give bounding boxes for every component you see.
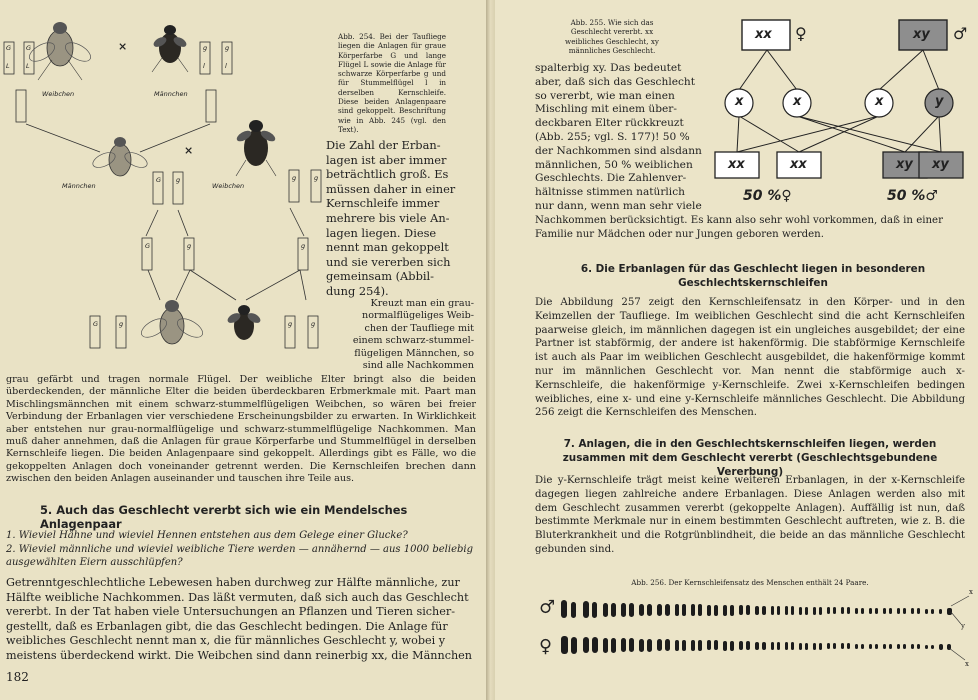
gene-label: g [314, 174, 319, 182]
left-page [0, 0, 488, 700]
text-line: müssen daher in einer [326, 181, 456, 196]
text-line: dung 254). [326, 283, 389, 298]
figure-256-caption: Abb. 256. Der Kernschleifensatz des Menschen enthält 24 Paare. [631, 578, 869, 587]
figure-254-caption: Abb. 254. Bei der Taufliege liegen die Anlagen für graue Körperfarbe G und lange Flügel L sowie die Anlage für schwarze Körperfarbe g und für Stummelflügel l in derselben Kernschleife. Diese beiden Anlagenpaare sind gekoppelt. Beschriftung wie in Abb. 245 (vgl. den Text). [338, 32, 446, 134]
offspring-label: xy [932, 157, 949, 172]
text-line: deckbaren Elter rückkreuzt [535, 117, 684, 130]
parent-male-label: xy [913, 27, 930, 42]
paragraph-1 [326, 138, 474, 299]
gene-label: G [26, 44, 32, 52]
chromosome-pair-parent-male [200, 42, 232, 122]
text-line: nur dann, wenn man sehr viele [535, 199, 702, 212]
text-line: Kreuzt man ein grau- [370, 298, 474, 309]
text-line: flügeligen Männchen, so [354, 347, 474, 359]
text-line: Mischling mit einem über- [535, 103, 677, 116]
text-line: und sie vererben sich [326, 254, 451, 269]
figure-256-karyotype [495, 0, 978, 700]
gene-label: L [6, 62, 10, 70]
gamete-label: y [935, 94, 944, 109]
paragraph-2: grau gefärbt und tragen normale Flügel. Der weibliche Elter bringt also die beiden überdeckenden, der männliche Elter die beiden überdeckbaren Erbmerkmale mit. Paart man Mischlingsmännchen mit einem schwarz-stummelflügeligen Weibchen, so wären bei freier Verbindung der Erbanlagen vier verschiedene Erscheinungsbilder zu erwarten. In Wirklichkeit aber entstehen nur grau-normalflügelige und schwarz-stummelflügelige Nachkommen. Man muß daher annehmen, daß die Anlagen für graue Körperfarbe und Stummelflügel in derselben Kernschleife liegen. Die beiden Anlagenpaare sind gekoppelt. Allerdings gibt es Fälle, wo die gekoppelten Anlagen doch voneinander getrennt werden. Die Kernschleifen brechen dann zwischen den beiden Anlagen auseinander und tauschen ihre Teile aus. [6, 374, 476, 485]
gene-label: g [187, 242, 192, 250]
text-line: lagen ist aber immer [326, 152, 447, 167]
gene-label: g [225, 44, 230, 52]
text-line: männlichen, 50 % weiblichen [535, 158, 693, 171]
fly-male-black-icon [152, 25, 188, 72]
gene-label: G [6, 44, 12, 52]
text-line: so vererbt, wie man einen [535, 89, 675, 102]
text-line: chen der Taufliege mit [364, 322, 474, 334]
parent-female-label: xx [755, 27, 772, 42]
gamete-label: x [735, 94, 744, 109]
page-number: 182 [6, 670, 29, 684]
offspring-label: xx [790, 157, 807, 172]
paragraph-r3: Die y-Kernschleife trägt meist keine weiteren Erbanlagen, in der x-Kernschleife dagegen liegen zahlreiche andere Erbanlagen. Diese Anlagen werden also mit dem Geschlecht zusammen vererbt (gekoppelte Anlagen). Auffällig ist nun, daß bestimmte Merkmale nur in einem bestimmten Geschlecht auftreten, wie z. B. die Bluterkrankheit und die Rotgrünblindheit, die beide an das männliche Geschlecht gebunden sind. [535, 475, 965, 555]
label-weibchen: Weibchen [212, 182, 245, 190]
karyotype-y-label: y [961, 622, 965, 630]
chromosome-pair-parent-female [4, 42, 34, 122]
text-line: beträchtlich groß. Es [326, 167, 449, 182]
percent-female: 50 %♀ [743, 188, 792, 204]
karyotype-male-symbol: ♂ [539, 597, 556, 618]
gamete-label: x [793, 94, 802, 109]
text-line: gemeinsam (Abbil- [326, 269, 434, 284]
text-line: gestellt, daß es Erbanlagen gibt, die das Geschlecht bedingen. Die Anlage für [6, 619, 448, 633]
gene-label: G [156, 176, 162, 184]
text-line: Die Zahl der Erban- [326, 138, 441, 152]
chromosome-strips [90, 170, 321, 348]
offspring-label: xy [896, 157, 913, 172]
text-line: vererbt. In der Tat haben viele Untersuchungen an Pflanzen und Tieren sicher- [6, 605, 456, 619]
paragraph-3 [6, 576, 476, 664]
section-6-title: 6. Die Erbanlagen für das Geschlecht liegen in besonderen Geschlechtskernschleifen [580, 263, 926, 289]
label-maennchen: Männchen [62, 182, 96, 190]
text-line: spalterbig xy. Das bedeutet [535, 62, 682, 74]
gene-label: g [301, 242, 306, 250]
text-line: lagen liegen. Diese [326, 225, 437, 240]
text-line: der Nachkommen sind alsdann [535, 144, 702, 157]
text-line: hältnisse stimmen natürlich [535, 186, 685, 199]
karyotype-female-symbol: ♀ [539, 636, 553, 657]
paragraph-r2: Die Abbildung 257 zeigt den Kernschleifensatz in den Körper- und in den Keimzellen der Taufliege. Im weiblichen Geschlecht sind die acht Kernschleifen paarweise gleich, im männlichen dagegen ist ein ungleiches ausgebildet; der eine Partner ist stabförmig, der andere ist hakenförmig. Die stabförmige Kernschleife ist auch als Paar im weiblichen Geschlecht ausgebildet, die hakenförmige kommt nur im männlichen Geschlecht vor. Man nennt die stabförmige auch x-Kernschleife, die hakenförmige y-Kernschleife. Zwei x-Kernschleifen bedingen weibliches, eine x- und eine y-Kernschleife männliches Geschlecht. Die Abbildung 256 zeigt die Kernschleifen des Menschen. [535, 297, 965, 419]
gene-label: l [225, 62, 227, 70]
fly-male-grey-icon [91, 137, 150, 176]
text-line: Familie nur Mädchen oder nur Jungen geboren werden. [535, 228, 824, 240]
section-7-title: 7. Anlagen, die in den Geschlechtskernschleifen liegen, werden zusammen mit dem Geschlecht vererbt (Geschlechtsgebundene Vererbung) [562, 438, 938, 478]
male-symbol: ♂ [953, 24, 968, 43]
text-line: nennt man gekoppelt [326, 240, 449, 255]
gamete-label: x [875, 94, 884, 109]
gene-label: L [26, 62, 30, 70]
gene-label: G [145, 242, 151, 250]
question-2: 2. Wieviel männliche und wieviel weibliche Tiere werden — annähernd — aus 1000 beliebig ausgewählten Eiern ausschlüpfen? [6, 544, 473, 568]
text-line: Kernschleife immer [326, 196, 440, 211]
percent-male: 50 %♂ [887, 188, 938, 204]
fly-offspring-grey-icon [138, 300, 205, 344]
text-line: weibliches Geschlecht nennt man x, die für männliches Geschlecht y, wobei y [6, 634, 446, 648]
text-line: sind alle Nachkommen [362, 360, 474, 372]
karyotype-x-label: x [965, 660, 969, 668]
gene-label: g [203, 44, 208, 52]
text-line: Geschlechts. Die Zahlenver- [535, 172, 687, 185]
text-line: einem schwarz-stummel- [352, 335, 474, 347]
gene-label: g [288, 320, 293, 328]
text-line: Getrenntgeschlechtliche Lebewesen haben durchweg zur Hälfte männliche, zur [6, 576, 460, 589]
text-line: normalflügeliges Weib- [362, 310, 474, 322]
gene-label: g [119, 320, 124, 328]
text-line: meistens überdeckend wirkt. Die Weibchen sind dann reinerbig xx, die Männchen [6, 648, 472, 662]
gene-label: G [93, 320, 99, 328]
text-line: Hälfte weibliche Nachkommen. Das läßt vermuten, daß sich auch das Geschlecht [6, 590, 469, 604]
cross-symbol: × [184, 144, 194, 157]
gene-label: g [311, 320, 316, 328]
female-symbol: ♀ [795, 24, 807, 43]
label-weibchen: Weibchen [42, 90, 75, 98]
figure-255-caption: Abb. 255. Wie sich das Geschlecht vererbt. xx weibliches Geschlecht, xy männliches Geschlecht. [565, 18, 659, 55]
fly-female-grey-icon [26, 22, 93, 80]
offspring-label: xx [728, 157, 745, 172]
text-line: aber, daß sich das Geschlecht [535, 75, 695, 88]
paragraph-2-narrow [342, 298, 474, 372]
fly-offspring-black-icon [226, 305, 262, 340]
gene-label: g [176, 176, 181, 184]
text-line: mehrere bis viele An- [326, 210, 450, 225]
text-line: Nachkommen berücksichtigt. Es kann also sehr wohl vorkommen, daß in einer [535, 215, 943, 226]
gene-label: l [203, 62, 205, 70]
gene-label: g [292, 174, 297, 182]
karyotype-x-label: x [969, 588, 973, 596]
section-5-title: 5. Auch das Geschlecht vererbt sich wie ein Mendelsches Anlagenpaar [40, 503, 408, 531]
label-maennchen: Männchen [154, 90, 188, 98]
right-page [495, 0, 978, 700]
question-1: 1. Wieviel Hähne und wieviel Hennen entstehen aus dem Gelege einer Glucke? [6, 530, 408, 541]
cross-symbol: × [118, 40, 128, 53]
text-line: (Abb. 255; vgl. S. 177)! 50 % [535, 130, 690, 143]
fly-female-black-icon [235, 120, 277, 176]
